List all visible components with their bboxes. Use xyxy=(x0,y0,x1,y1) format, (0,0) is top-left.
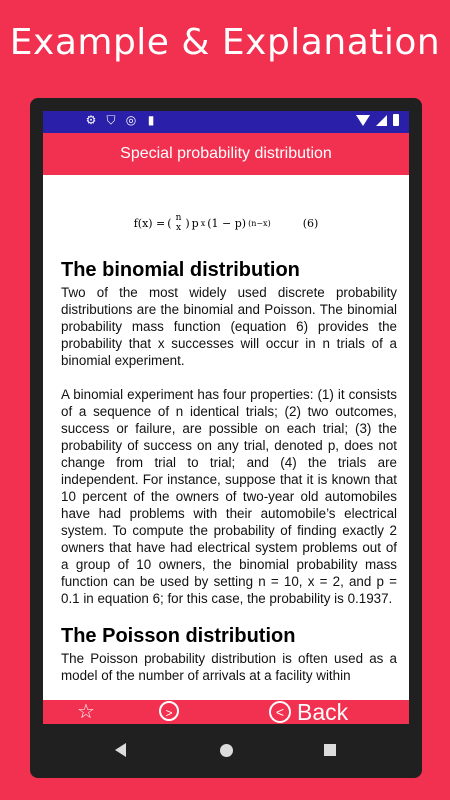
formula-mid: (1 − p) xyxy=(207,216,247,230)
back-label: Back xyxy=(297,699,349,724)
sd-card-icon: ▮ xyxy=(147,113,155,127)
nav-back-icon[interactable] xyxy=(115,743,126,757)
formula-paren-close: ) xyxy=(185,216,190,230)
signal-icon xyxy=(376,115,387,126)
status-icons-left xyxy=(85,114,157,126)
system-nav-bar xyxy=(30,724,422,778)
wifi-icon xyxy=(356,115,370,126)
poisson-paragraph-1: The Poisson probability distribution is often used as a model of the number of arrivals at a facility within xyxy=(61,651,397,683)
formula-sup-nx: (n−x) xyxy=(248,218,271,228)
sync-icon: ◎ xyxy=(125,113,137,127)
share-icon[interactable]: > xyxy=(159,701,179,721)
equation-number: (6) xyxy=(302,216,319,230)
formula-paren-open: ( xyxy=(167,216,172,230)
star-icon[interactable]: ☆ xyxy=(77,701,95,723)
phone-device xyxy=(30,98,422,778)
binom-bottom: x xyxy=(175,223,182,233)
status-icons-right xyxy=(356,114,399,126)
section-heading-poisson: The Poisson distribution xyxy=(61,625,296,647)
section-heading-binomial: The binomial distribution xyxy=(61,259,300,281)
app-title: Special probability distribution xyxy=(43,133,409,175)
binomial-paragraph-2: A binomial experiment has four properties: (1) it consists of a sequence of n identical trials; (2) two outcomes, success or failure, are possible on each trial; (3) the probability of success on any trial, denoted p, does not change from trial to trial; and (4) the trials are independent. For instance, suppose that it is known that 10 percent of the owners of two-year old automobiles have had problems with their automobile’s electrical system. To compute the probability of finding exactly 2 owners that have had electrical system problems out of a group of 10 owners, the binomial probability mass function can be used by setting n = 10, x = 2, and p = 0.1 in equation 6; for this case, the probability is 0.1937. xyxy=(61,387,397,606)
binomial-paragraph-1: Two of the most widely used discrete probability distributions are the binomial and Poisson. The binomial probability mass function (equation 6) provides the probability that x successes will occur in n trials of a binomial experiment. xyxy=(61,285,397,368)
binomial-formula xyxy=(43,205,409,241)
status-bar xyxy=(43,111,409,133)
back-button[interactable] xyxy=(269,700,348,724)
phone-screen xyxy=(43,111,409,724)
nav-recents-icon[interactable] xyxy=(324,744,336,756)
back-icon: < xyxy=(269,701,291,723)
binomial-coefficient xyxy=(176,213,182,233)
battery-icon xyxy=(393,114,399,126)
banner-title: Example & Explanation xyxy=(9,22,441,63)
formula-p: p xyxy=(191,216,199,230)
formula-sup-x: x xyxy=(200,218,206,228)
shield-icon: ⛉ xyxy=(106,113,116,127)
bottom-toolbar xyxy=(43,700,409,724)
settings-icon: ⚙ xyxy=(85,113,97,127)
article-content[interactable] xyxy=(43,175,409,700)
binom-top: n xyxy=(175,213,182,223)
nav-home-icon[interactable] xyxy=(220,744,233,757)
formula-lhs: f(x) = xyxy=(133,216,166,230)
